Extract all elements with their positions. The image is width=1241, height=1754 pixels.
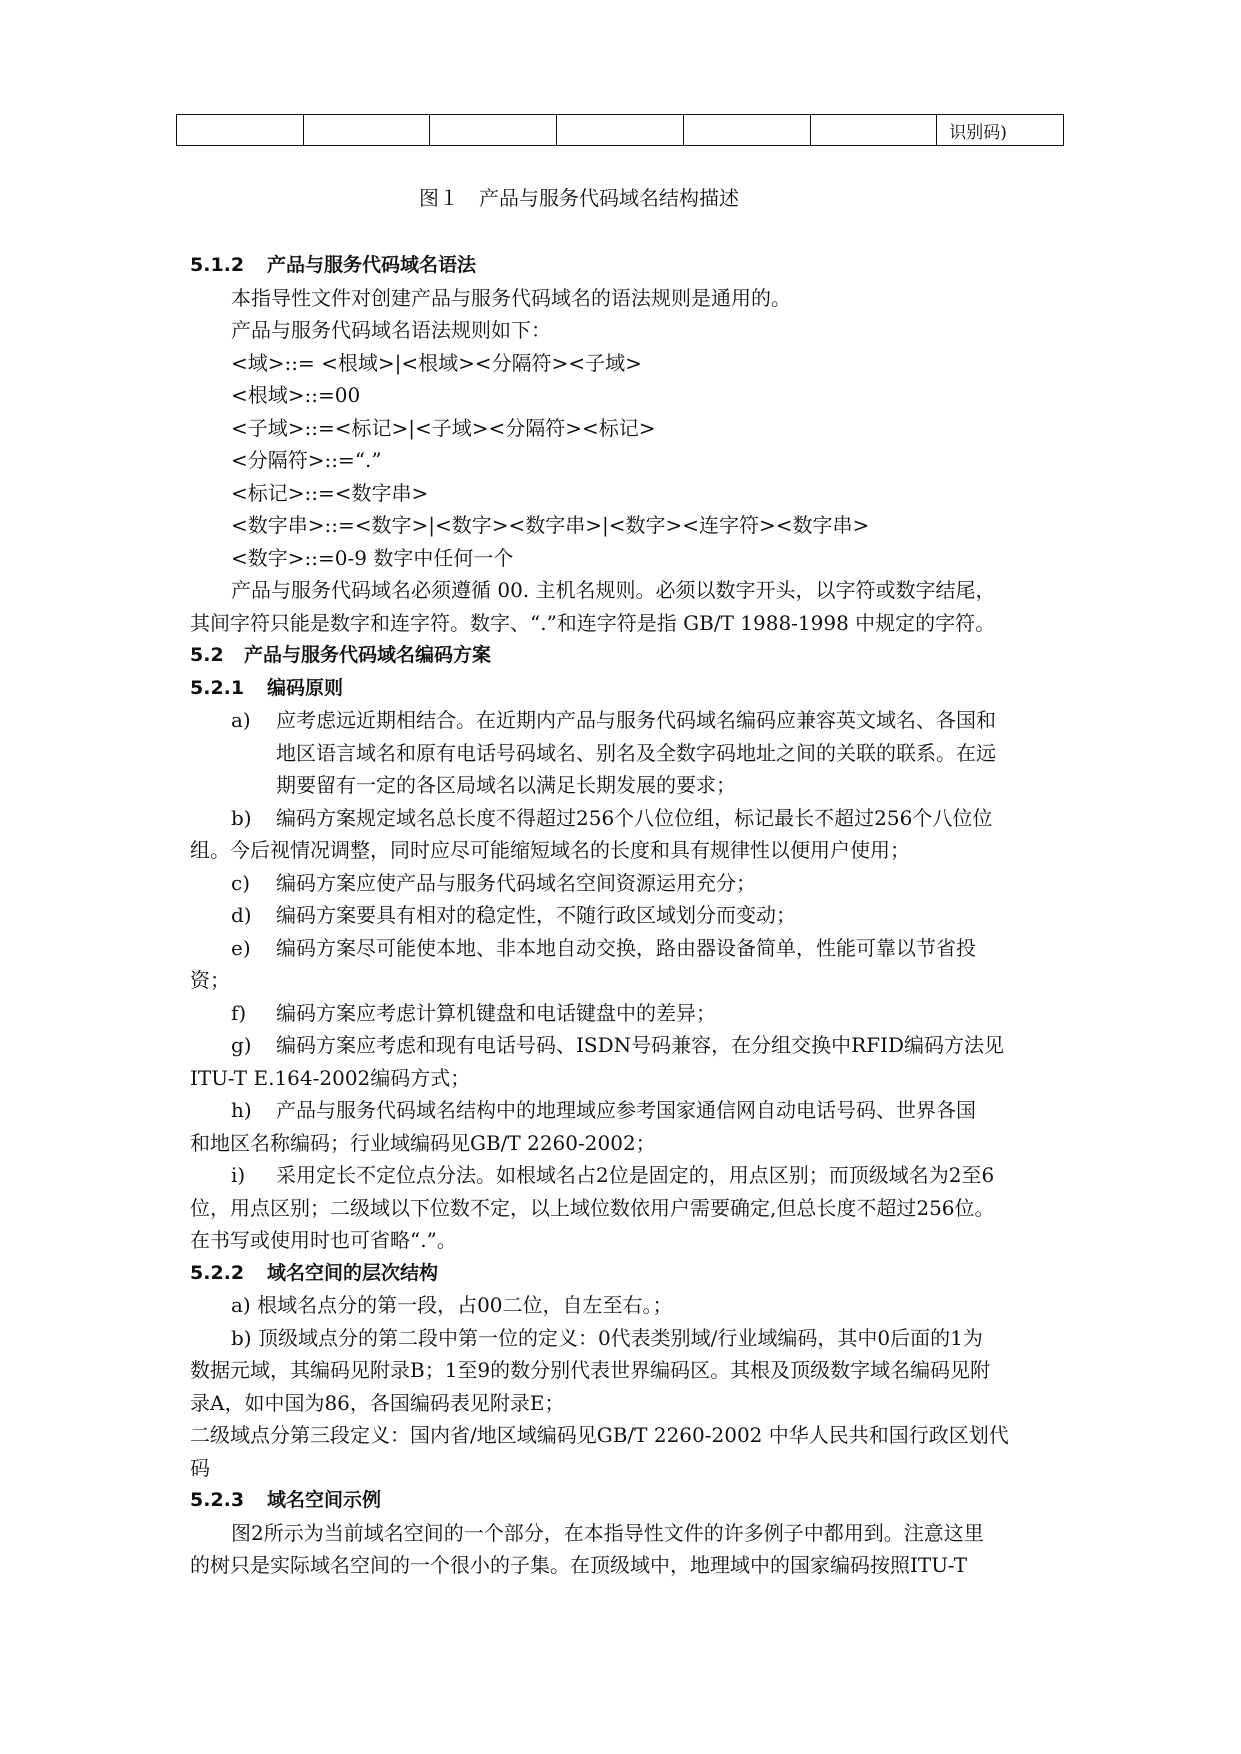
grammar-rule: <域>::= <根域>|<根域><分隔符><子域>: [231, 351, 642, 375]
paragraph-line: 本指导性文件对创建产品与服务代码域名的语法规则是通用的。: [231, 286, 791, 310]
paragraph-line: 录A，如中国为86，各国编码表见附录E；: [190, 1391, 565, 1415]
section-heading-5-2-3: 5.2.3 域名空间示例: [190, 1489, 382, 1511]
section-heading-5-2-2: 5.2.2 域名空间的层次结构: [190, 1262, 439, 1284]
table-cell: [303, 115, 430, 146]
paragraph-line: 二级域点分第三段定义：国内省/地区域编码见GB/T 2260-2002 中华人民共和国行政区划代: [190, 1423, 1009, 1447]
list-item-continuation: 期要留有一定的各区局域名以满足长期发展的要求；: [276, 773, 736, 797]
paragraph-line: 图2所示为当前域名空间的一个部分，在本指导性文件的许多例子中都用到。注意这里: [231, 1521, 984, 1545]
list-item-continuation: 在书写或使用时也可省略“.”。: [190, 1228, 457, 1252]
table-row: [177, 115, 1064, 146]
table-cell: [430, 115, 557, 146]
paragraph-line: b) 顶级域点分的第二段中第一位的定义：0代表类别域/行业域编码，其中0后面的1为: [231, 1326, 983, 1350]
paragraph-line: 的树只是实际域名空间的一个很小的子集。在顶级域中，地理域中的国家编码按照ITU-T: [190, 1553, 968, 1577]
list-item-continuation: 地区语言域名和原有电话号码域名、别名及全数字码地址之间的关联的联系。在远: [276, 741, 996, 765]
paragraph-line: 数据元域，其编码见附录B；1至9的数分别代表世界编码区。其根及顶级数字域名编码见附: [190, 1358, 991, 1382]
list-item: i) 采用定长不定位点分法。如根域名占2位是固定的，用点区别；而顶级域名为2至6: [231, 1163, 995, 1187]
grammar-rule: <子域>::=<标记>|<子域><分隔符><标记>: [231, 416, 656, 440]
list-item: c) 编码方案应使产品与服务代码域名空间资源运用充分；: [231, 871, 756, 895]
paragraph-line: 其间字符只能是数字和连字符。数字、“.”和连字符是指 GB/T 1988-1998 中规定的字符。: [190, 611, 996, 635]
table-cell: [810, 115, 937, 146]
list-item: a) 应考虑远近期相结合。在近期内产品与服务代码域名编码应兼容英文域名、各国和: [231, 708, 996, 732]
paragraph-line: 码: [190, 1456, 210, 1480]
list-item-continuation: 组。今后视情况调整，同时应尽可能缩短域名的长度和具有规律性以便用户使用；: [190, 838, 910, 862]
list-item: f) 编码方案应考虑计算机键盘和电话键盘中的差异；: [231, 1001, 716, 1025]
grammar-rule: <分隔符>::=“.”: [231, 448, 382, 472]
grammar-rule: <数字串>::=<数字>|<数字><数字串>|<数字><连字符><数字串>: [231, 513, 870, 537]
paragraph-line: 产品与服务代码域名语法规则如下：: [231, 318, 551, 342]
section-heading-5-2-1: 5.2.1 编码原则: [190, 677, 344, 699]
paragraph-line: 产品与服务代码域名必须遵循 00. 主机名规则。必须以数字开头，以字符或数字结尾，: [231, 578, 996, 602]
figure-caption: 图１ 产品与服务代码域名结构描述: [419, 186, 739, 210]
structure-table-fragment: [176, 114, 1064, 146]
list-item-continuation: ITU-T E.164-2002编码方式；: [190, 1066, 471, 1090]
table-cell: 识别码): [937, 115, 1064, 146]
list-item: e) 编码方案尽可能使本地、非本地自动交换，路由器设备简单，性能可靠以节省投: [231, 936, 976, 960]
list-item-continuation: 和地区名称编码；行业域编码见GB/T 2260-2002；: [190, 1131, 656, 1155]
list-item: b) 编码方案规定域名总长度不得超过256个八位位组，标记最长不超过256个八位位: [231, 806, 993, 830]
list-item: g) 编码方案应考虑和现有电话号码、ISDN号码兼容，在分组交换中RFID编码方法见: [231, 1033, 1005, 1057]
table-cell: [683, 115, 810, 146]
section-heading-5-1-2: 5.1.2 产品与服务代码域名语法: [190, 254, 477, 276]
grammar-rule: <根域>::=00: [231, 383, 361, 407]
section-heading-5-2: 5.2 产品与服务代码域名编码方案: [190, 644, 492, 666]
table-cell: [177, 115, 304, 146]
table-cell: [557, 115, 684, 146]
list-item-continuation: 资；: [190, 968, 230, 992]
list-item-continuation: 位，用点区别；二级域以下位数不定，以上域位数依用户需要确定,但总长度不超过256位。: [190, 1196, 995, 1220]
list-item: d) 编码方案要具有相对的稳定性，不随行政区域划分而变动；: [231, 903, 796, 927]
paragraph-line: a) 根域名点分的第一段，占00二位，自左至右。；: [231, 1293, 673, 1317]
grammar-rule: <数字>::=0-9 数字中任何一个: [231, 546, 514, 570]
grammar-rule: <标记>::=<数字串>: [231, 481, 429, 505]
list-item: h) 产品与服务代码域名结构中的地理域应参考国家通信网自动电话号码、世界各国: [231, 1098, 976, 1122]
